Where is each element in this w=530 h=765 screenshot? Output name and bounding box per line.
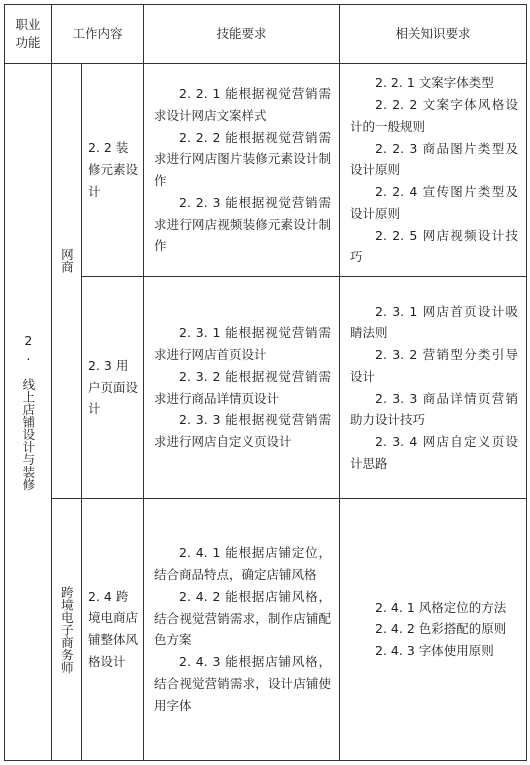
skill-item: 2. 4. 2 能根据店铺风格，结合视觉营销需求，制作店铺配色方案 (154, 588, 332, 648)
knowledge-item: 2. 4. 3 字体使用原则 (375, 643, 494, 659)
knowledge-item: 2. 4. 1 风格定位的方法 (375, 599, 507, 615)
skill-item: 2. 3. 1 能根据视觉营销需求进行网店首页设计 (154, 325, 332, 362)
group-label-kuajing: 跨境电子商务师 (59, 585, 75, 674)
knowledge-item: 2. 3. 3 商品详情页营销助力设计技巧 (350, 390, 519, 428)
knowledge-item: 2. 2. 3 商品图片类型及设计原则 (350, 140, 519, 178)
header-skill: 技能要求 (144, 5, 340, 64)
knowledge-item: 2. 2. 4 宣传图片类型及设计原则 (350, 184, 519, 221)
knowledge-item: 2. 2. 2 文案字体风格设计的一般规则 (350, 97, 519, 134)
group-cell-kuajing (52, 498, 82, 760)
skill-item: 2. 3. 3 能根据视觉营销需求进行网店自定义页设计 (154, 412, 332, 449)
function-cell (5, 64, 52, 761)
content-code-cell: 2. 3 用户页面设计 (82, 277, 144, 498)
skill-requirements-table (4, 4, 527, 761)
knowledge-item: 2. 2. 1 文案字体类型 (375, 75, 494, 91)
knowledge-cell (340, 64, 527, 277)
knowledge-item: 2. 3. 1 网店首页设计吸睛法则 (350, 303, 519, 341)
skill-cell (144, 64, 340, 277)
skill-cell (144, 277, 340, 498)
table-row (5, 277, 527, 498)
group-label-wangshang: 网商 (59, 248, 75, 274)
header-knowledge: 相关知识要求 (340, 5, 527, 64)
skill-cell (144, 498, 340, 760)
header-function (5, 5, 52, 64)
knowledge-item: 2. 3. 4 网店自定义页设计思路 (350, 434, 519, 471)
knowledge-item: 2. 3. 2 营销型分类引导设计 (350, 347, 519, 384)
knowledge-cell (340, 498, 527, 760)
skill-item: 2. 4. 3 能根据店铺风格，结合视觉营销需求，设计店铺使用字体 (154, 654, 332, 713)
skill-item: 2. 2. 3 能根据视觉营销需求进行网店视频装修元素设计制作 (154, 194, 332, 254)
header-content: 工作内容 (52, 5, 144, 64)
function-label: 2. 线上店铺设计与装修 (20, 333, 36, 491)
table-row (5, 498, 527, 760)
group-cell-wangshang (52, 64, 82, 499)
skill-item: 2. 4. 1 能根据店铺定位，结合商品特点，确定店铺风格 (154, 545, 332, 583)
content-code-cell: 2. 2 装修元素设计 (82, 64, 144, 277)
table-row (5, 64, 527, 277)
knowledge-cell (340, 277, 527, 498)
skill-item: 2. 2. 2 能根据视觉营销需求进行网店图片装修元素设计制作 (154, 129, 332, 189)
knowledge-item: 2. 2. 5 网店视频设计技巧 (350, 227, 519, 265)
content-code-cell: 2. 4 跨境电商店铺整体风格设计 (82, 498, 144, 760)
knowledge-item: 2. 4. 2 色彩搭配的原则 (375, 621, 507, 637)
skill-item: 2. 2. 1 能根据视觉营销需求设计网店文案样式 (154, 86, 332, 123)
header-row (5, 5, 527, 64)
skill-item: 2. 3. 2 能根据视觉营销需求进行商品详情页设计 (154, 368, 332, 406)
header-function-text: 职业功能 (15, 16, 41, 51)
